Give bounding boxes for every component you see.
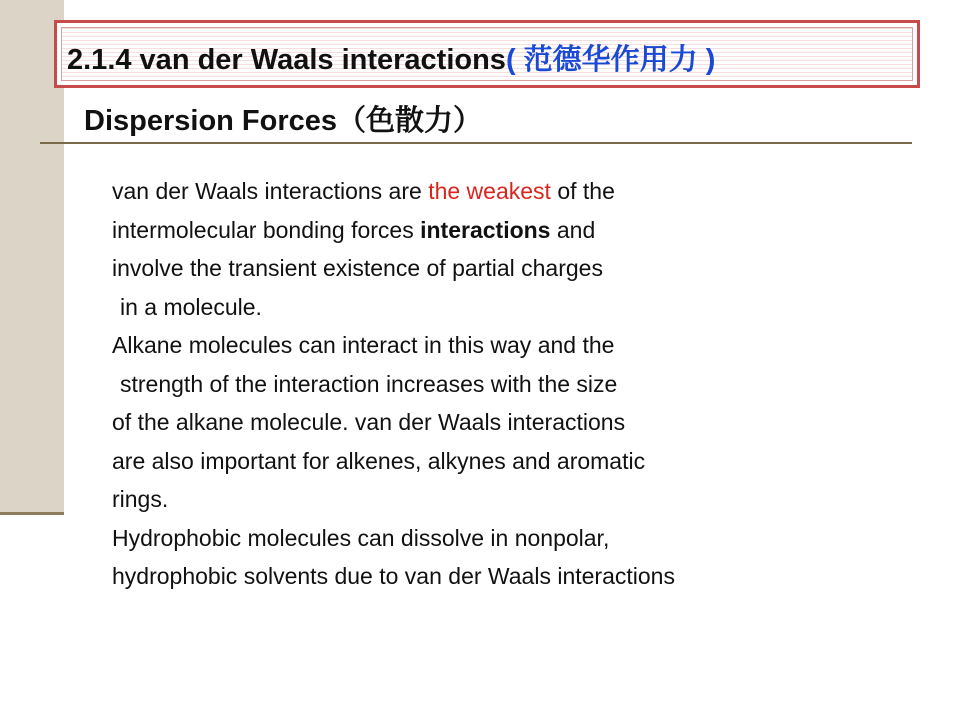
- divider-rule: [40, 142, 912, 144]
- text-line: Alkane molecules can interact in this way and the: [112, 332, 615, 358]
- text-line: [112, 172, 932, 211]
- text-span: of the: [550, 178, 615, 204]
- text-span: intermolecular bonding forces: [112, 216, 421, 243]
- text-line: [112, 211, 932, 250]
- page-title-cn: ( 范德华作用力 ): [505, 44, 716, 76]
- page-title-en: 2.1.4 van der Waals interactions: [67, 44, 506, 76]
- text-span: van der Waals interactions are: [112, 178, 429, 204]
- highlight-red-text: the weakest: [428, 178, 551, 204]
- text-line: involve the transient existence of partial charges: [112, 255, 603, 281]
- text-line: Hydrophobic molecules can dissolve in nonpolar,: [112, 524, 610, 551]
- text-line: in a molecule.: [120, 293, 262, 320]
- text-line: are also important for alkenes, alkynes and aromatic: [112, 447, 646, 474]
- text-line: strength of the interaction increases with the size: [120, 370, 618, 397]
- text-span: and: [550, 216, 596, 243]
- text-line: of the alkane molecule. van der Waals interactions: [112, 409, 626, 435]
- section-subtitle: Dispersion Forces（色散力）: [84, 105, 483, 137]
- body-paragraph: [112, 172, 932, 596]
- page-title: [67, 37, 715, 78]
- text-line: rings.: [112, 486, 169, 512]
- side-decoration-rule: [0, 512, 64, 515]
- highlight-bold-text: interactions: [420, 216, 551, 243]
- text-line: hydrophobic solvents due to van der Waals interactions: [112, 563, 675, 589]
- title-banner: [54, 20, 920, 88]
